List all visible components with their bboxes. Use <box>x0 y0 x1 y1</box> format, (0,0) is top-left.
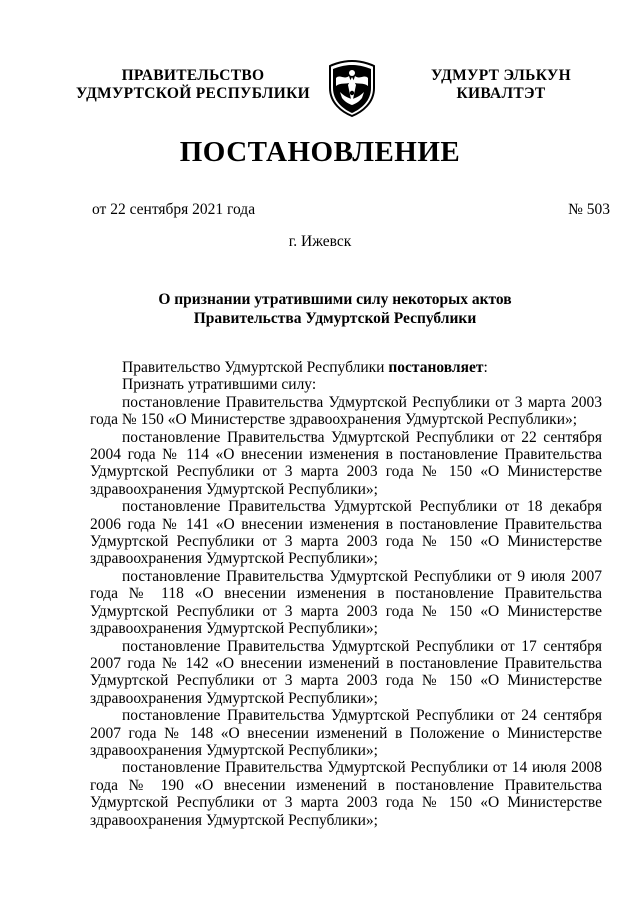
header-right-line1: УДМУРТ ЭЛЬКУН <box>431 67 571 84</box>
list-item: постановление Правительства Удмуртской Республики от 3 марта 2003 года № 150 «О Министерстве здравоохранения Удмуртской Республики»; <box>90 393 602 429</box>
document-number: № 503 <box>568 201 610 218</box>
document-subject <box>100 290 570 328</box>
document-body <box>90 359 602 829</box>
header-right <box>392 67 610 103</box>
intro-keyword: постановляет <box>388 359 484 376</box>
header-right-line2: КИВАЛТЭТ <box>456 85 546 102</box>
header-left-line2: УДМУРТСКОЙ РЕСПУБЛИКИ <box>75 85 310 102</box>
header-left-line1: ПРАВИТЕЛЬСТВО <box>121 67 265 84</box>
list-item: постановление Правительства Удмуртской Республики от 17 сентября 2007 года № 142 «О внесении изменений в постановление Правительства Удмуртской Республики от 3 марта 2003 года № 150 «О Министерстве здравоохранения Удмуртской Республики»; <box>90 637 602 707</box>
list-item: постановление Правительства Удмуртской Республики от 24 сентября 2007 года № 148 «О внесении изменений в Положение о Министерстве здравоохранения Удмуртской Республики»; <box>90 707 602 759</box>
list-item: постановление Правительства Удмуртской Республики от 9 июля 2007 года № 118 «О внесении изменения в постановление Правительства Удмуртской Республики от 3 марта 2003 года № 150 «О Министерстве здравоохранения Удмуртской Республики»; <box>90 567 602 638</box>
header-left <box>62 67 324 103</box>
list-item: постановление Правительства Удмуртской Республики от 18 декабря 2006 года № 141 «О внесении изменения в постановление Правительства Удмуртской Республики от 3 марта 2003 года № 150 «О Министерстве здравоохранения Удмуртской Республики»; <box>90 498 602 568</box>
document-title: ПОСТАНОВЛЕНИЕ <box>179 136 461 168</box>
subject-line2: Правительства Удмуртской Республики <box>193 310 477 327</box>
intro-paragraph <box>90 359 602 376</box>
declare-paragraph: Признать утратившими силу: <box>122 376 317 394</box>
list-item: постановление Правительства Удмуртской Республики от 22 сентября 2004 года № 114 «О внесении изменения в постановление Правительства Удмуртской Республики от 3 марта 2003 года № 150 «О Министерстве здравоохранения Удмуртской Республики»; <box>90 428 602 498</box>
list-item: постановление Правительства Удмуртской Республики от 14 июля 2008 года № 190 «О внесении изменений в постановление Правительства Удмуртской Республики от 3 марта 2003 года № 150 «О Министерстве здравоохранения Удмуртской Республики»; <box>90 759 602 829</box>
intro-text: Правительство Удмуртской Республики <box>122 359 389 376</box>
intro-end: : <box>483 359 488 376</box>
document-city: г. Ижевск <box>288 233 352 250</box>
udmurt-coat-of-arms-icon <box>322 58 382 118</box>
document-date: от 22 сентября 2021 года <box>92 201 256 218</box>
subject-line1: О признании утратившими силу некоторых актов <box>158 291 512 308</box>
